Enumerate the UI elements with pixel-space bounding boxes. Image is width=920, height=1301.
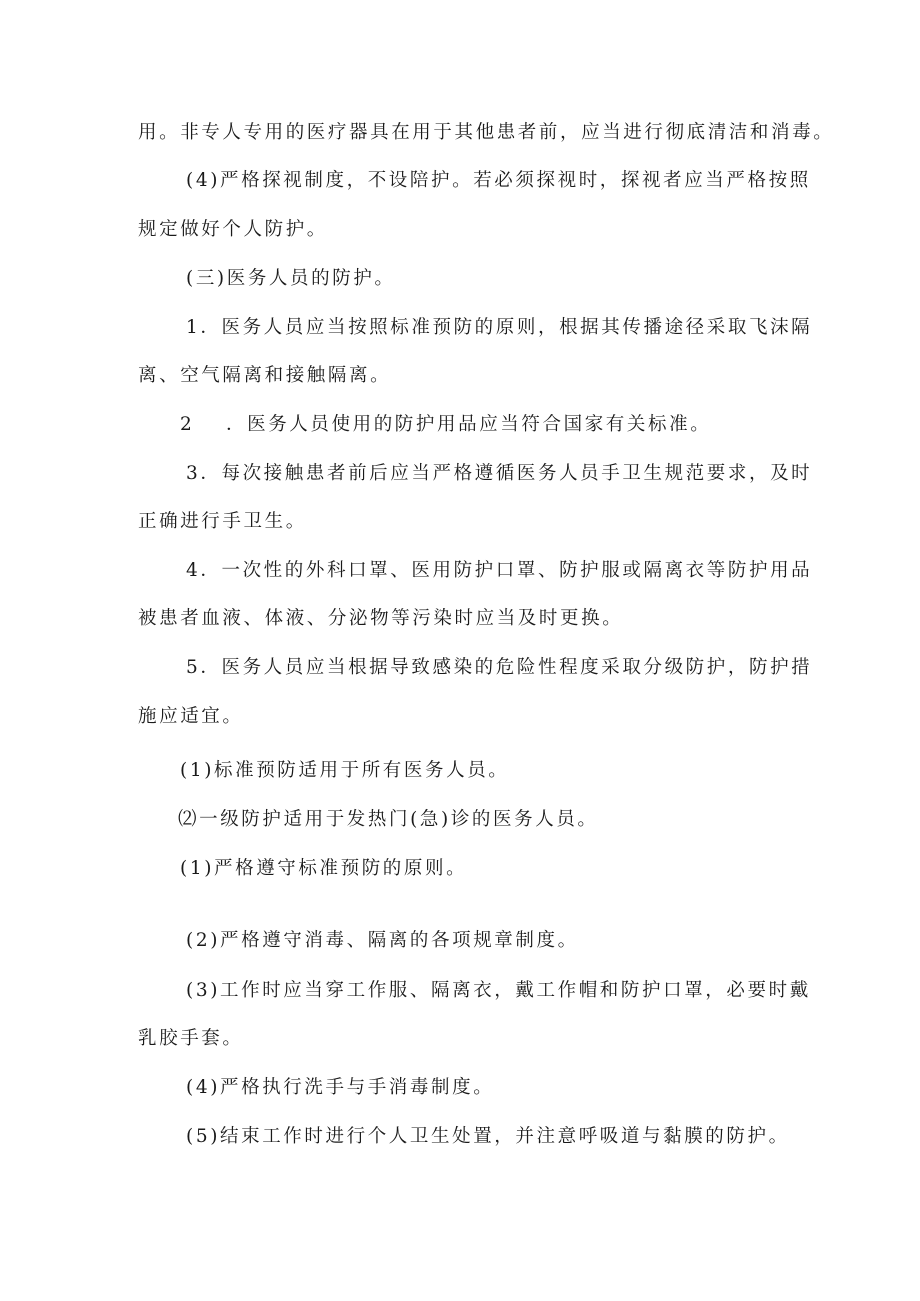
paragraph-visit-policy-line1: (4)严格探视制度，不设陪护。若必须探视时，探视者应当严格按照 — [186, 170, 811, 191]
item-2-num: 2 — [180, 414, 195, 435]
item-1-line2: 离、空气隔离和接触隔离。 — [138, 365, 392, 386]
item-3-line1: 3．每次接触患者前后应当严格遵循医务人员手卫生规范要求，及时 — [186, 463, 813, 484]
subitem-standard-precaution: (1)标准预防适用于所有医务人员。 — [180, 760, 510, 781]
item-2-number — [180, 416, 194, 435]
subitem-work-clothing-line1: (3)工作时应当穿工作服、隔离衣，戴工作帽和防护口罩，必要时戴 — [186, 980, 811, 1001]
subitem-level-one-protection: ⑵一级防护适用于发热门(急)诊的医务人员。 — [178, 809, 599, 830]
item-2-text: ．医务人员使用的防护用品应当符合国家有关标准。 — [226, 414, 712, 435]
subitem-disinfection-rules: (2)严格遵守消毒、隔离的各项规章制度。 — [186, 930, 579, 951]
item-4-line2: 被患者血液、体液、分泌物等污染时应当及时更换。 — [138, 608, 624, 629]
item-5-line2: 施应适宜。 — [138, 706, 244, 727]
subitem-hand-hygiene: (4)严格执行洗手与手消毒制度。 — [186, 1077, 495, 1098]
paragraph-continuation: 用。非专人专用的医疗器具在用于其他患者前，应当进行彻底清洁和消毒。 — [138, 122, 835, 143]
item-3-line2: 正确进行手卫生。 — [138, 511, 307, 532]
item-1-line1: 1．医务人员应当按照标准预防的原则，根据其传播途径采取飞沫隔 — [186, 317, 813, 338]
item-4-line1: 4．一次性的外科口罩、医用防护口罩、防护服或隔离衣等防护用品 — [186, 560, 813, 581]
subitem-follow-principle: (1)严格遵守标准预防的原则。 — [180, 858, 468, 879]
section-heading-staff-protection: (三)医务人员的防护。 — [186, 268, 396, 289]
subitem-end-of-work: (5)结束工作时进行个人卫生处置，并注意呼吸道与黏膜的防护。 — [186, 1126, 790, 1147]
item-5-line1: 5．医务人员应当根据导致感染的危险性程度采取分级防护，防护措 — [186, 657, 813, 678]
subitem-work-clothing-line2: 乳胶手套。 — [138, 1028, 244, 1049]
paragraph-visit-policy-line2: 规定做好个人防护。 — [138, 219, 328, 240]
